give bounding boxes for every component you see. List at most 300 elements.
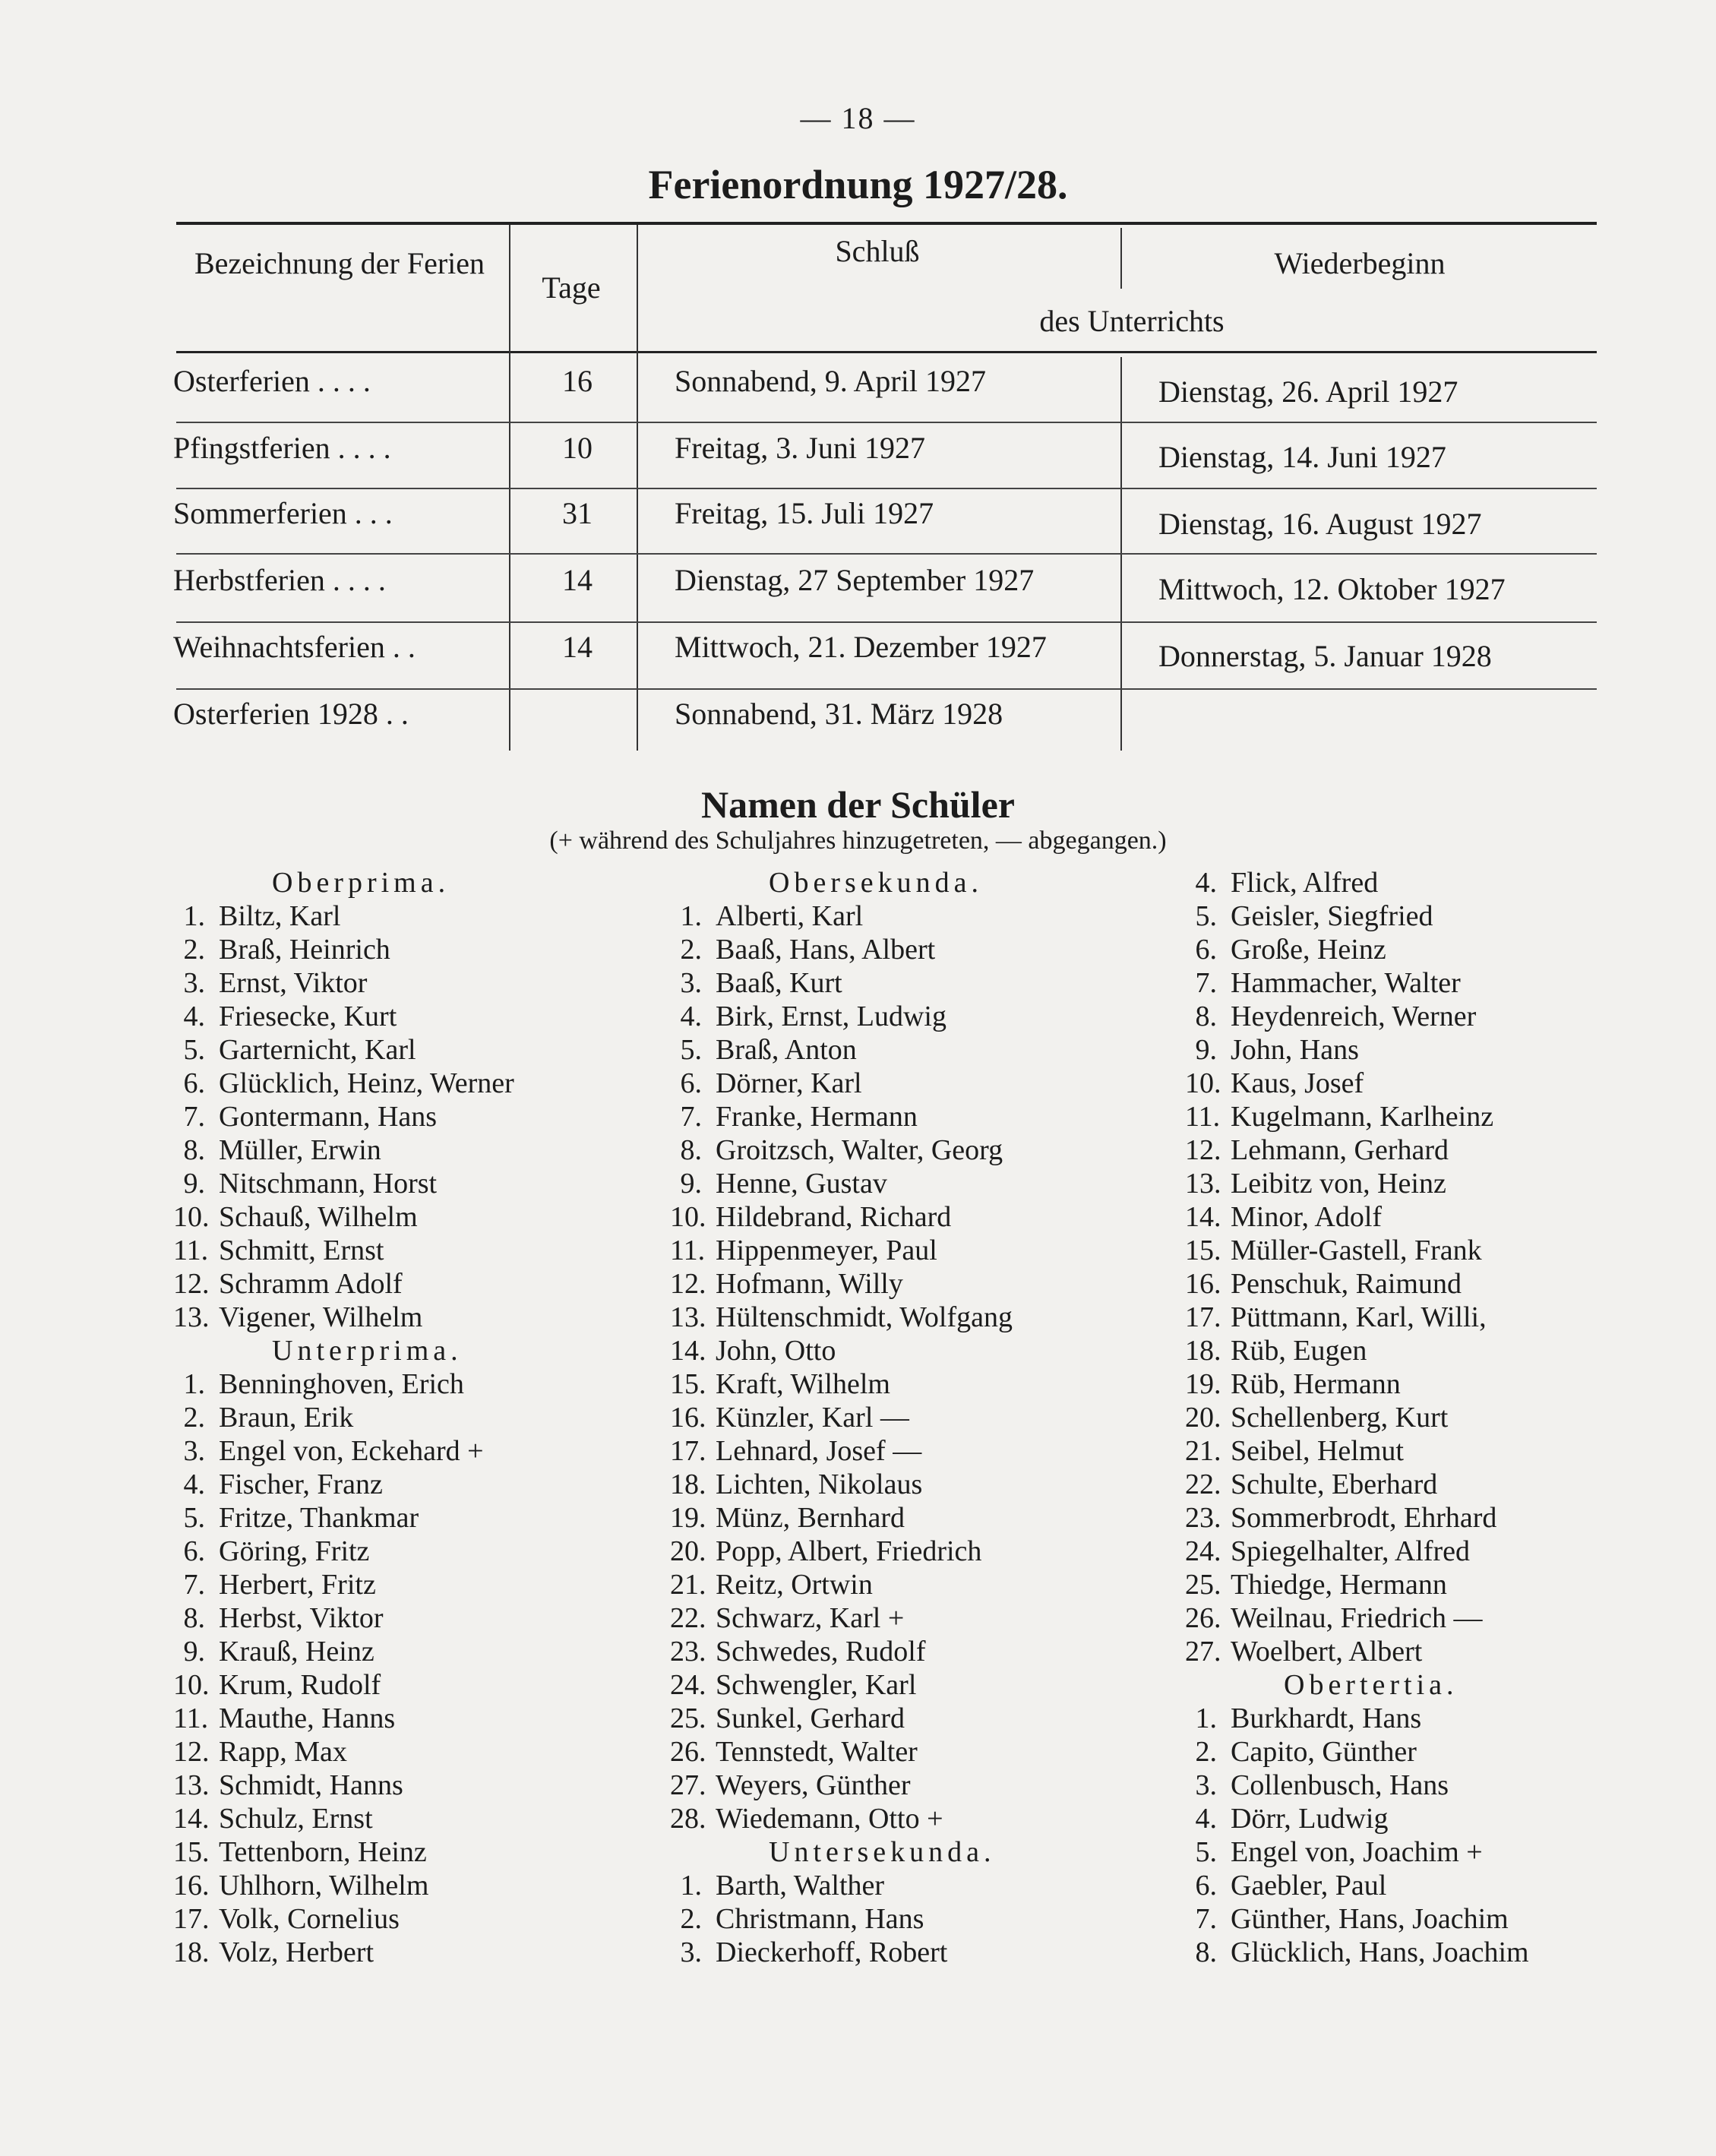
- student-name: Münz, Bernhard: [716, 1502, 905, 1534]
- student-name: Leibitz von, Heinz: [1231, 1168, 1446, 1200]
- list-item: [670, 1902, 1141, 1936]
- list-item: [1185, 933, 1610, 966]
- student-name: Dieckerhoff, Robert: [716, 1936, 948, 1968]
- student-number: 6.: [183, 1535, 205, 1567]
- list-item: [173, 1835, 599, 1869]
- student-name: Schramm Adolf: [219, 1268, 403, 1300]
- student-number: 3.: [680, 967, 702, 999]
- student-name: Christmann, Hans: [716, 1903, 924, 1935]
- student-name: Lehmann, Gerhard: [1231, 1134, 1449, 1166]
- student-number: 16.: [1185, 1268, 1221, 1300]
- header-tage: Tage: [542, 270, 601, 305]
- student-name: Große, Heinz: [1231, 934, 1386, 966]
- student-number: 14.: [173, 1803, 210, 1835]
- student-name: Fischer, Franz: [219, 1468, 383, 1500]
- student-name: Braß, Heinrich: [219, 934, 390, 966]
- list-item: [670, 1434, 1141, 1468]
- student-name: John, Otto: [716, 1335, 836, 1367]
- student-number: 14.: [1185, 1201, 1221, 1233]
- student-number: 4.: [680, 1001, 702, 1032]
- list-item: [670, 1568, 1141, 1601]
- list-item: [173, 1133, 599, 1167]
- student-name: Weyers, Günther: [716, 1769, 911, 1801]
- column-divider: [1120, 228, 1122, 289]
- ferien-name: Weihnachtsferien . .: [173, 630, 416, 664]
- student-name: Benninghoven, Erich: [219, 1368, 464, 1400]
- student-number: 20.: [1185, 1402, 1221, 1434]
- student-number: 26.: [1185, 1602, 1221, 1634]
- student-number: 7.: [183, 1569, 205, 1601]
- student-number: 5.: [183, 1502, 205, 1534]
- list-item: [173, 1000, 599, 1033]
- student-name: Hippenmeyer, Paul: [716, 1234, 937, 1266]
- table-top-rule: [176, 222, 1597, 225]
- student-number: 12.: [173, 1268, 210, 1300]
- student-name: Gontermann, Hans: [219, 1101, 438, 1133]
- list-item: [173, 1401, 599, 1434]
- student-name: Hammacher, Walter: [1231, 967, 1461, 999]
- student-number: 5.: [1195, 900, 1217, 932]
- student-name: Rüb, Hermann: [1231, 1368, 1401, 1400]
- student-name: Volk, Cornelius: [219, 1903, 400, 1935]
- list-item: [1185, 966, 1610, 1000]
- student-name: Ernst, Viktor: [219, 967, 368, 999]
- student-number: 14.: [670, 1335, 706, 1367]
- student-number: 16.: [173, 1870, 210, 1902]
- student-name: Günther, Hans, Joachim: [1231, 1903, 1509, 1935]
- student-number: 26.: [670, 1736, 706, 1768]
- list-item: [1185, 1802, 1610, 1835]
- list-item: [173, 1033, 599, 1067]
- list-item: [173, 1601, 599, 1635]
- student-number: 3.: [1195, 1769, 1217, 1801]
- student-number: 22.: [670, 1602, 706, 1634]
- student-name: Schwarz, Karl +: [716, 1602, 905, 1634]
- ferien-schluss: Freitag, 3. Juni 1927: [675, 431, 925, 465]
- table-row: [0, 430, 1716, 491]
- class-heading: Obertertia.: [1284, 1669, 1458, 1701]
- ferien-name: Pfingstferien . . . .: [173, 431, 391, 465]
- student-name: Minor, Adolf: [1231, 1201, 1383, 1233]
- ferien-name: Osterferien . . . .: [173, 364, 371, 398]
- ferien-wiederbeginn: Dienstag, 26. April 1927: [1158, 375, 1458, 409]
- student-number: 1.: [1195, 1702, 1217, 1734]
- student-number: 22.: [1185, 1468, 1221, 1500]
- student-name: Geisler, Siegfried: [1231, 900, 1433, 932]
- list-item: [1185, 1200, 1610, 1234]
- student-number: 6.: [680, 1067, 702, 1099]
- student-number: 16.: [670, 1402, 706, 1434]
- student-number: 12.: [670, 1268, 706, 1300]
- list-item: [670, 1301, 1141, 1334]
- page-title: Ferienordnung 1927/28.: [648, 162, 1068, 207]
- student-name: Franke, Hermann: [716, 1101, 918, 1133]
- list-item: [670, 1334, 1141, 1367]
- student-name: Braß, Anton: [716, 1034, 857, 1066]
- student-number: 7.: [1195, 967, 1217, 999]
- student-number: 10.: [670, 1201, 706, 1233]
- ferien-wiederbeginn: Donnerstag, 5. Januar 1928: [1158, 639, 1492, 673]
- student-name: Hildebrand, Richard: [716, 1201, 952, 1233]
- class-heading: Obersekunda.: [769, 867, 983, 899]
- ferien-name: Herbstferien . . . .: [173, 563, 386, 597]
- list-item: [1185, 1769, 1610, 1802]
- student-number: 1.: [183, 900, 205, 932]
- list-item: [173, 1468, 599, 1501]
- table-row: [0, 495, 1716, 556]
- student-number: 24.: [1185, 1535, 1221, 1567]
- student-number: 17.: [173, 1903, 210, 1935]
- student-number: 8.: [183, 1602, 205, 1634]
- student-name: John, Hans: [1231, 1034, 1359, 1066]
- student-number: 27.: [1185, 1636, 1221, 1668]
- student-name: Biltz, Karl: [219, 900, 341, 932]
- student-name: Barth, Walther: [716, 1870, 885, 1902]
- list-item: [173, 1367, 599, 1401]
- student-name: Schulz, Ernst: [219, 1803, 373, 1835]
- student-number: 27.: [670, 1769, 706, 1801]
- students-note: (+ während des Schuljahres hinzugetreten, — abgegangen.): [549, 827, 1167, 855]
- student-number: 13.: [1185, 1168, 1221, 1200]
- student-name: Woelbert, Albert: [1231, 1636, 1423, 1668]
- list-item: [670, 1869, 1141, 1902]
- student-number: 8.: [1195, 1936, 1217, 1968]
- student-number: 25.: [1185, 1569, 1221, 1601]
- student-name: Groitzsch, Walter, Georg: [716, 1134, 1003, 1166]
- list-item: [670, 1167, 1141, 1200]
- list-item: [670, 1033, 1141, 1067]
- student-name: Vigener, Wilhelm: [219, 1301, 423, 1333]
- ferien-tage: 16: [562, 364, 593, 398]
- table-header-rule: [176, 351, 1597, 353]
- student-name: Dörner, Karl: [716, 1067, 862, 1099]
- student-name: Capito, Günther: [1231, 1736, 1417, 1768]
- student-name: Flick, Alfred: [1231, 867, 1379, 899]
- student-name: Garternicht, Karl: [219, 1034, 416, 1066]
- student-name: Müller-Gastell, Frank: [1231, 1234, 1482, 1266]
- class-heading: Untersekunda.: [769, 1836, 996, 1868]
- student-number: 6.: [1195, 1870, 1217, 1902]
- student-name: Engel von, Joachim +: [1231, 1836, 1483, 1868]
- student-name: Volz, Herbert: [219, 1936, 374, 1968]
- student-name: Heydenreich, Werner: [1231, 1001, 1477, 1032]
- list-item: [173, 1535, 599, 1568]
- list-item: [1185, 1434, 1610, 1468]
- ferien-wiederbeginn: Dienstag, 16. August 1927: [1158, 507, 1482, 541]
- list-item: [173, 1434, 599, 1468]
- student-number: 13.: [173, 1769, 210, 1801]
- class-heading: Unterprima.: [272, 1335, 463, 1367]
- student-name: Baaß, Hans, Albert: [716, 934, 936, 966]
- list-item: [1185, 1067, 1610, 1100]
- list-item: [1185, 1267, 1610, 1301]
- student-number: 15.: [1185, 1234, 1221, 1266]
- student-column-2: [670, 866, 1141, 1969]
- student-name: Mauthe, Hanns: [219, 1702, 396, 1734]
- student-number: 2.: [680, 934, 702, 966]
- student-number: 2.: [1195, 1736, 1217, 1768]
- student-name: Engel von, Eckehard +: [219, 1435, 484, 1467]
- ferien-schluss: Sonnabend, 9. April 1927: [675, 364, 986, 398]
- list-item: [1185, 1301, 1610, 1334]
- student-name: Spiegelhalter, Alfred: [1231, 1535, 1471, 1567]
- student-number: 7.: [1195, 1903, 1217, 1935]
- list-item: [173, 1100, 599, 1133]
- student-name: Glücklich, Heinz, Werner: [219, 1067, 514, 1099]
- ferien-wiederbeginn: Dienstag, 14. Juni 1927: [1158, 440, 1446, 474]
- student-name: Schauß, Wilhelm: [219, 1201, 418, 1233]
- student-column-1: [173, 866, 599, 1969]
- student-name: Sunkel, Gerhard: [716, 1702, 905, 1734]
- list-item: [173, 1802, 599, 1835]
- list-item: [173, 1735, 599, 1769]
- students-heading: Namen der Schüler: [701, 783, 1015, 826]
- student-name: Müller, Erwin: [219, 1134, 381, 1166]
- list-item: [1185, 1133, 1610, 1167]
- student-name: Künzler, Karl —: [716, 1402, 909, 1434]
- list-item: [670, 1702, 1141, 1735]
- list-item: [670, 1668, 1141, 1702]
- student-name: Alberti, Karl: [716, 900, 864, 932]
- student-name: Rüb, Eugen: [1231, 1335, 1367, 1367]
- student-number: 8.: [680, 1134, 702, 1166]
- student-name: Rapp, Max: [219, 1736, 347, 1768]
- student-name: Herbst, Viktor: [219, 1602, 384, 1634]
- student-name: Collenbusch, Hans: [1231, 1769, 1449, 1801]
- list-item: [670, 1367, 1141, 1401]
- student-name: Schellenberg, Kurt: [1231, 1402, 1449, 1434]
- student-number: 6.: [183, 1067, 205, 1099]
- list-item: [670, 966, 1141, 1000]
- list-item: [173, 1769, 599, 1802]
- student-number: 9.: [183, 1636, 205, 1668]
- list-item: [670, 1601, 1141, 1635]
- list-item: [670, 899, 1141, 933]
- list-item: [670, 1133, 1141, 1167]
- student-name: Henne, Gustav: [716, 1168, 887, 1200]
- student-name: Baaß, Kurt: [716, 967, 842, 999]
- student-number: 11.: [670, 1234, 706, 1266]
- ferien-name: Sommerferien . . .: [173, 496, 393, 530]
- student-number: 19.: [1185, 1368, 1221, 1400]
- student-name: Uhlhorn, Wilhelm: [219, 1870, 429, 1902]
- student-number: 11.: [173, 1234, 209, 1266]
- student-number: 28.: [670, 1803, 706, 1835]
- student-number: 4.: [183, 1001, 205, 1032]
- list-item: [173, 1067, 599, 1100]
- list-item: [173, 1568, 599, 1601]
- student-name: Schwedes, Rudolf: [716, 1636, 926, 1668]
- list-item: [670, 933, 1141, 966]
- list-item: [670, 1802, 1141, 1835]
- student-name: Hültenschmidt, Wolfgang: [716, 1301, 1013, 1333]
- list-item: [1185, 1869, 1610, 1902]
- list-item: [670, 1234, 1141, 1267]
- list-item: [1185, 1334, 1610, 1367]
- list-item: [670, 1267, 1141, 1301]
- student-number: 21.: [670, 1569, 706, 1601]
- student-name: Wiedemann, Otto +: [716, 1803, 943, 1835]
- list-item: [1185, 1702, 1610, 1735]
- list-item: [670, 1100, 1141, 1133]
- student-number: 3.: [183, 967, 205, 999]
- student-number: 13.: [173, 1301, 210, 1333]
- ferien-name: Osterferien 1928 . .: [173, 697, 409, 731]
- student-number: 15.: [173, 1836, 210, 1868]
- student-name: Kugelmann, Karlheinz: [1231, 1101, 1494, 1133]
- list-item: [173, 1902, 599, 1936]
- student-number: 21.: [1185, 1435, 1221, 1467]
- student-name: Krauß, Heinz: [219, 1636, 374, 1668]
- student-number: 5.: [183, 1034, 205, 1066]
- header-des-unterrichts: des Unterrichts: [1039, 304, 1225, 338]
- ferien-wiederbeginn: Mittwoch, 12. Oktober 1927: [1158, 572, 1506, 606]
- student-name: Schmidt, Hanns: [219, 1769, 403, 1801]
- student-name: Kraft, Wilhelm: [716, 1368, 890, 1400]
- list-item: [670, 1769, 1141, 1802]
- student-number: 19.: [670, 1502, 706, 1534]
- list-item: [173, 1501, 599, 1535]
- list-item: [173, 1936, 599, 1969]
- class-heading: Oberprima.: [272, 867, 450, 899]
- list-item: [1185, 1735, 1610, 1769]
- list-item: [1185, 1635, 1610, 1668]
- list-item: [1185, 1401, 1610, 1434]
- ferien-schluss: Freitag, 15. Juli 1927: [675, 496, 934, 530]
- student-number: 7.: [183, 1101, 205, 1133]
- student-name: Birk, Ernst, Ludwig: [716, 1001, 946, 1032]
- list-item: [173, 1200, 599, 1234]
- student-name: Gaebler, Paul: [1231, 1870, 1387, 1902]
- list-item: [1185, 899, 1610, 933]
- student-number: 12.: [173, 1736, 210, 1768]
- student-name: Seibel, Helmut: [1231, 1435, 1404, 1467]
- student-number: 1.: [183, 1368, 205, 1400]
- header-wiederbeginn: Wiederbeginn: [1274, 246, 1446, 280]
- student-number: 17.: [1185, 1301, 1221, 1333]
- student-number: 18.: [1185, 1335, 1221, 1367]
- student-number: 4.: [1195, 867, 1217, 899]
- ferien-schluss: Dienstag, 27 September 1927: [675, 563, 1035, 597]
- student-name: Schulte, Eberhard: [1231, 1468, 1438, 1500]
- list-item: [1185, 1167, 1610, 1200]
- list-item: [1185, 1902, 1610, 1936]
- ferien-tage: 14: [562, 630, 593, 664]
- student-number: 8.: [1195, 1001, 1217, 1032]
- student-name: Nitschmann, Horst: [219, 1168, 438, 1200]
- student-number: 23.: [670, 1636, 706, 1668]
- list-item: [1185, 1936, 1610, 1969]
- ferien-tage: 31: [562, 496, 593, 530]
- header-schluss: Schluß: [835, 234, 920, 268]
- student-number: 13.: [670, 1301, 706, 1333]
- list-item: [173, 1234, 599, 1267]
- student-number: 3.: [680, 1936, 702, 1968]
- list-item: [1185, 1835, 1610, 1869]
- list-item: [1185, 1468, 1610, 1501]
- list-item: [173, 1167, 599, 1200]
- student-name: Herbert, Fritz: [219, 1569, 376, 1601]
- student-name: Popp, Albert, Friedrich: [716, 1535, 982, 1567]
- student-number: 3.: [183, 1435, 205, 1467]
- student-name: Fritze, Thankmar: [219, 1502, 419, 1534]
- table-row: [0, 363, 1716, 424]
- student-number: 1.: [680, 900, 702, 932]
- student-number: 11.: [1185, 1101, 1221, 1133]
- student-number: 18.: [670, 1468, 706, 1500]
- student-number: 10.: [1185, 1067, 1221, 1099]
- student-number: 4.: [1195, 1803, 1217, 1835]
- student-name: Lehnard, Josef —: [716, 1435, 922, 1467]
- student-column-3: [1185, 866, 1610, 1969]
- list-item: [1185, 1501, 1610, 1535]
- student-number: 8.: [183, 1134, 205, 1166]
- student-number: 12.: [1185, 1134, 1221, 1166]
- list-item: [173, 1267, 599, 1301]
- student-name: Friesecke, Kurt: [219, 1001, 397, 1032]
- student-number: 2.: [680, 1903, 702, 1935]
- student-number: 25.: [670, 1702, 706, 1734]
- list-item: [173, 966, 599, 1000]
- list-item: [1185, 1601, 1610, 1635]
- list-item: [670, 1635, 1141, 1668]
- list-item: [1185, 1033, 1610, 1067]
- table-row: [0, 696, 1716, 757]
- student-name: Glücklich, Hans, Joachim: [1231, 1936, 1529, 1968]
- student-name: Hofmann, Willy: [716, 1268, 903, 1300]
- student-number: 9.: [1195, 1034, 1217, 1066]
- list-item: [1185, 866, 1610, 899]
- student-name: Püttmann, Karl, Willi,: [1231, 1301, 1487, 1333]
- ferien-schluss: Sonnabend, 31. März 1928: [675, 697, 1003, 731]
- student-number: 20.: [670, 1535, 706, 1567]
- student-number: 15.: [670, 1368, 706, 1400]
- student-name: Schmitt, Ernst: [219, 1234, 384, 1266]
- student-number: 1.: [680, 1870, 702, 1902]
- list-item: [1185, 1000, 1610, 1033]
- list-item: [173, 933, 599, 966]
- list-item: [1185, 1367, 1610, 1401]
- student-number: 11.: [173, 1702, 209, 1734]
- student-number: 18.: [173, 1936, 210, 1968]
- list-item: [670, 1401, 1141, 1434]
- student-number: 23.: [1185, 1502, 1221, 1534]
- list-item: [1185, 1100, 1610, 1133]
- student-name: Thiedge, Hermann: [1231, 1569, 1447, 1601]
- list-item: [670, 1468, 1141, 1501]
- table-row: [0, 562, 1716, 623]
- student-name: Tennstedt, Walter: [716, 1736, 918, 1768]
- list-item: [1185, 1568, 1610, 1601]
- list-item: [1185, 1234, 1610, 1267]
- student-number: 2.: [183, 934, 205, 966]
- student-number: 10.: [173, 1201, 210, 1233]
- list-item: [670, 1735, 1141, 1769]
- student-name: Lichten, Nikolaus: [716, 1468, 923, 1500]
- list-item: [670, 1501, 1141, 1535]
- student-number: 5.: [1195, 1836, 1217, 1868]
- student-name: Kaus, Josef: [1231, 1067, 1364, 1099]
- student-name: Dörr, Ludwig: [1231, 1803, 1389, 1835]
- student-number: 9.: [183, 1168, 205, 1200]
- student-number: 10.: [173, 1669, 210, 1701]
- list-item: [173, 1702, 599, 1735]
- list-item: [1185, 1535, 1610, 1568]
- student-number: 4.: [183, 1468, 205, 1500]
- student-name: Sommerbrodt, Ehrhard: [1231, 1502, 1497, 1534]
- list-item: [670, 1936, 1141, 1969]
- list-item: [173, 899, 599, 933]
